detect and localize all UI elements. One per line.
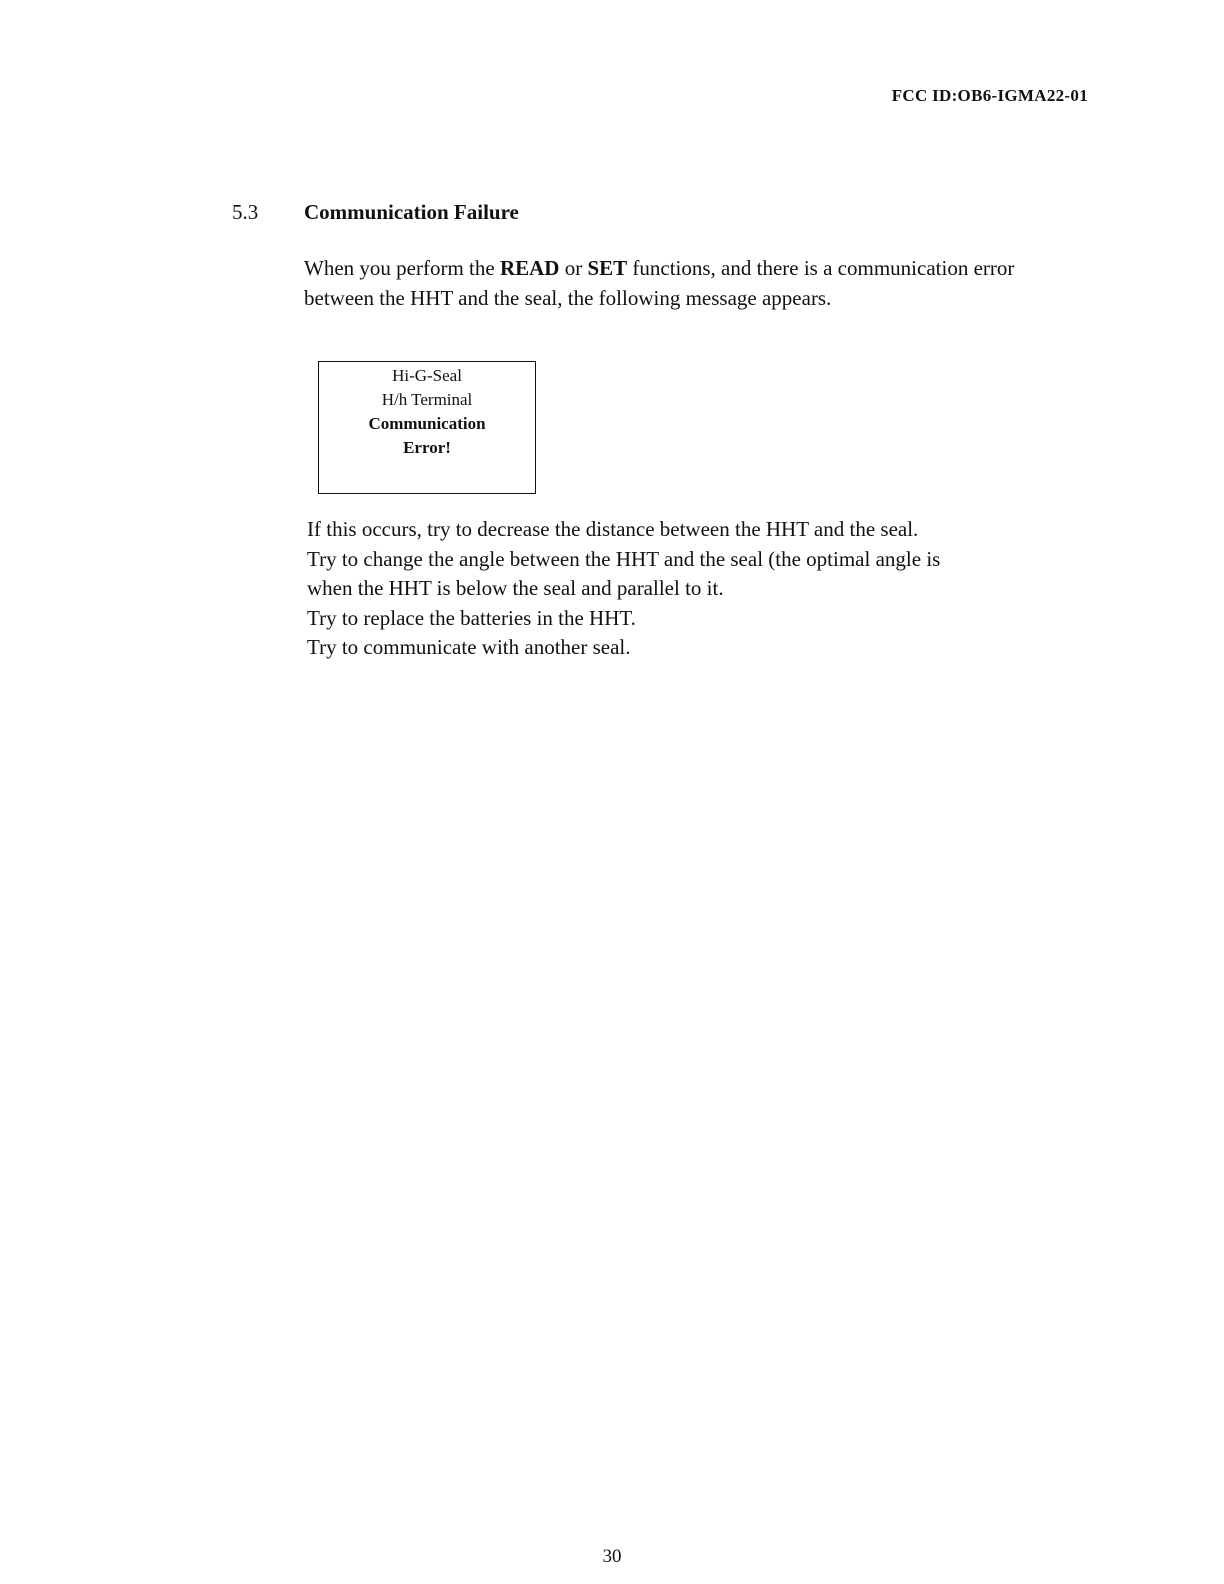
fcc-id-header: FCC ID:OB6-IGMA22-01 <box>891 86 1088 105</box>
section-title: Communication Failure <box>304 200 519 224</box>
advice-line: Try to replace the batteries in the HHT. <box>307 605 636 630</box>
intro-text-part1: When you perform the <box>304 256 500 280</box>
troubleshooting-advice <box>307 515 1047 663</box>
set-function-label: SET <box>587 256 628 280</box>
read-function-label: READ <box>499 256 560 280</box>
advice-line: If this occurs, try to decrease the distance between the HHT and the seal. <box>307 517 919 541</box>
screen-line-error: Error! <box>403 438 451 457</box>
screen-line-communication: Communication <box>368 414 486 433</box>
advice-line: Try to change the angle between the HHT and the seal (the optimal angle is <box>307 546 941 571</box>
device-screen-message <box>318 361 536 494</box>
screen-line-terminal: H/h Terminal <box>381 390 473 409</box>
advice-line: when the HHT is below the seal and parallel to it. <box>307 576 724 600</box>
screen-line-device: Hi-G-Seal <box>392 366 462 385</box>
section-heading <box>232 200 519 225</box>
intro-text-part3: functions, and there is a communication error between the HHT and the seal, the following message appears. <box>304 256 1015 310</box>
intro-text-part2: or <box>559 256 588 280</box>
intro-paragraph <box>304 253 1044 313</box>
page-number: 30 <box>602 1546 622 1567</box>
advice-line: Try to communicate with another seal. <box>307 635 631 659</box>
section-number: 5.3 <box>232 200 259 224</box>
